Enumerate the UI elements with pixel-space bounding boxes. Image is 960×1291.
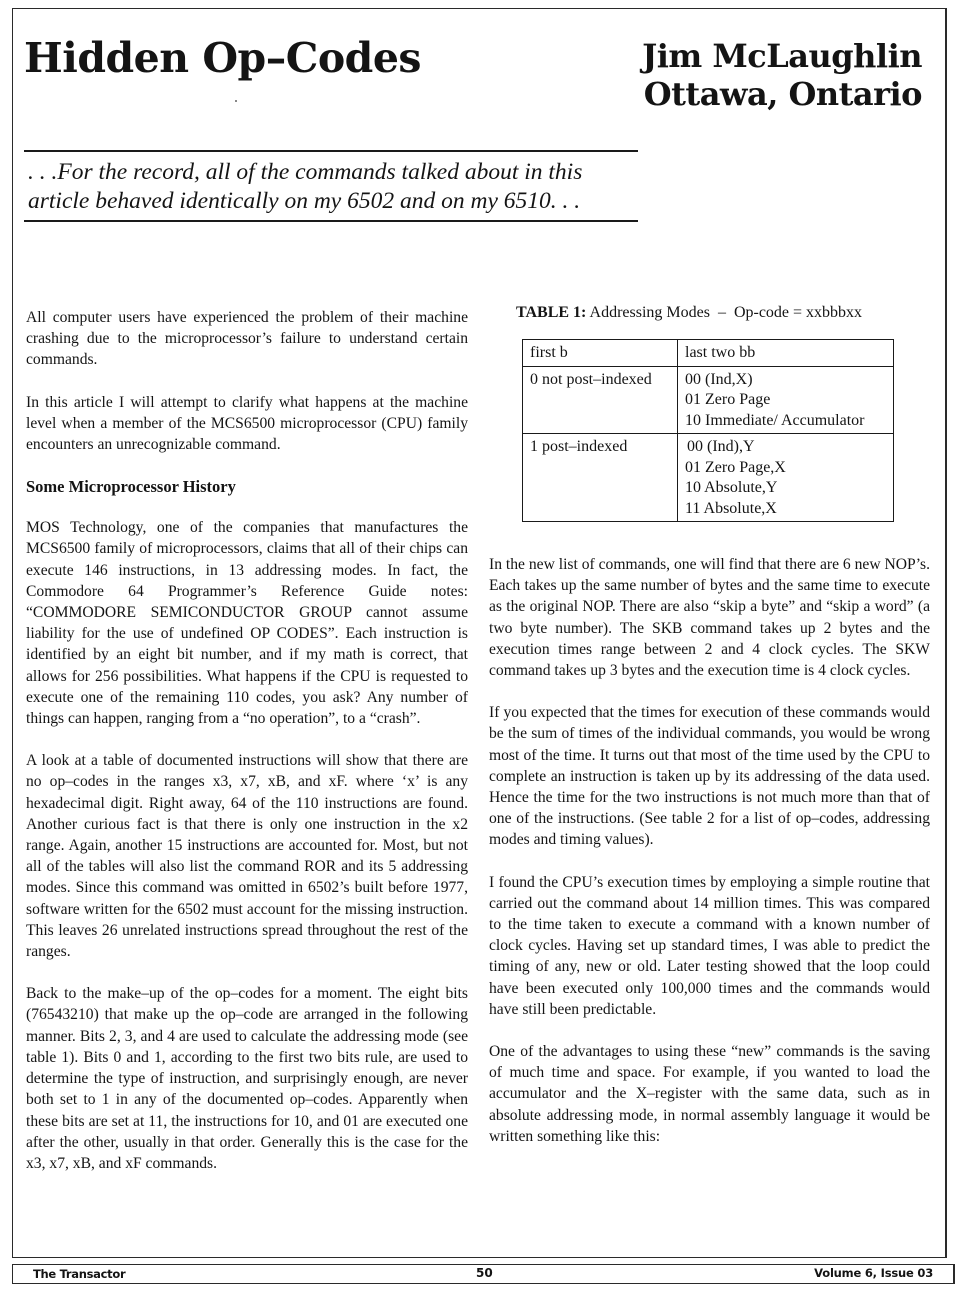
table-cell: 0 not post–indexed [523, 366, 678, 434]
table-label: TABLE 1: [516, 304, 587, 321]
issue-label: Volume 6, Issue 03 [814, 1266, 933, 1280]
table-cell [678, 366, 894, 434]
table-cell [678, 434, 894, 522]
page-footer [12, 1264, 955, 1284]
mode-entry: 11 Absolute,X [685, 499, 777, 517]
table-header-cell: first b [523, 340, 678, 367]
mode-entry: 00 (Ind,X) [685, 370, 753, 388]
mode-entry: 10 Immediate/ Accumulator [685, 411, 865, 429]
page-number: 50 [476, 1266, 493, 1280]
table-caption [516, 302, 862, 324]
left-column [26, 307, 468, 1195]
byline [642, 37, 922, 113]
mode-entry: 10 Absolute,Y [685, 479, 778, 496]
pull-quote-line: article behaved identically on my 6502 and on my 6510. . . [28, 188, 581, 214]
author-name: Jim McLaughlin [642, 37, 922, 75]
addressing-modes-table [522, 339, 894, 522]
paragraph: One of the advantages to using these “new” commands is the saving of much time and space. For example, if you wanted to load the accumulator and the X–register with the same data, such as in absolute addressing mode, in normal assembly language it would be written something like this: [489, 1043, 930, 1145]
paragraph: MOS Technology, one of the companies that manufactures the MCS6500 family of microprocessors, claims that all of their chips can execute 146 instructions, in 13 addressing modes. In fact, the Commodore 64 Programmer’s Reference Guide notes: “COMMODORE SEMICONDUCTOR GROUP cannot assume liability for the use of undefined OP CODES”. Each instruction is identified by an eight bit number, and if my math is correct, that allows for 256 possibilities. What happens if the CPU is requested to execute one of the remaining 110 codes, you ask? Any number of things can happen, ranging from a “no operation”, to a “crash”. [26, 519, 468, 728]
paragraph: I found the CPU’s execution times by employing a simple routine that carried out the command about 14 million times. This was compared to the time taken to execute a command with a known number of clock cycles. Having set up standard times, I was able to predict the timing of any, new or old. Later testing showed that the loop could have been executed only 100,000 times and the commands would have still been predictable. [489, 873, 930, 1018]
scan-speck [235, 100, 237, 102]
mode-entry: 01 Zero Page,X [685, 458, 786, 476]
paragraph: A look at a table of documented instructions will show that there are no op–codes in the ranges x3, x7, xB, and xF. where ‘x’ is any hexadecimal digit. Right away, 64 of the 110 instructions are found. Another curious fact is that there is only one instruction in the x2 range. Again, another 15 instructions are accounted for. Most, but not all of the tables will also list the command ROR and its 5 addressing modes. Since this command was omitted in 6502’s built before 1977, software written for the 6502 must account for the missing instruction. This leaves 26 unrelated instructions spread throughout the rest of the ranges. [26, 752, 468, 961]
table-caption-text: Addressing Modes – Op-code = xxbbbxx [586, 304, 863, 321]
publication-name: The Transactor [33, 1267, 126, 1281]
right-column [489, 554, 930, 1168]
table-cell: 1 post–indexed [523, 434, 678, 522]
pull-quote [24, 150, 638, 222]
table-header-row [523, 340, 894, 367]
table-row [523, 434, 894, 522]
table-row [523, 366, 894, 434]
paragraph: All computer users have experienced the problem of their machine crashing due to the microprocessor’s failure to understand certain commands. [26, 309, 468, 369]
table-header-cell: last two bb [678, 340, 894, 367]
mode-entry: 00 (Ind),Y [687, 438, 755, 455]
article-title: Hidden Op–Codes [24, 34, 422, 82]
pull-quote-line: . . .For the record, all of the commands talked about in this [28, 159, 583, 185]
author-location: Ottawa, Ontario [643, 75, 922, 113]
section-heading: Some Microprocessor History [26, 477, 236, 497]
paragraph: If you expected that the times for execution of these commands would be the sum of times of the individual commands, you would be wrong most of the time. It turns out that most of the time used by the CPU to complete an instruction is taken up by its addressing of the data used. Hence the time for the two instructions is not much more than that of one of the instructions. (See table 2 for a list of op–codes, addressing modes and timing values). [489, 704, 930, 849]
paragraph: Back to the make–up of the op–codes for a moment. The eight bits (76543210) that make up the op–code are arranged in the following manner. Bits 2, 3, and 4 are used to calculate the addressing mode (see table 1). Bits 0 and 1, according to the first two bits rule, are used to determine the type of instruction, and surprisingly enough, are never both set to 1 in any of the documented op–codes. Apparently when these bits are set at 11, the instructions for 10, and 01 are executed one after the other, usually in that order. Generally this is the case for the x3, x7, xB, and xF commands. [26, 985, 468, 1172]
paragraph: In this article I will attempt to clarify what happens at the machine level when a member of the MCS6500 microprocessor (CPU) family encounters an unrecognizable command. [26, 393, 468, 454]
mode-entry: 01 Zero Page [685, 391, 771, 408]
paragraph: In the new list of commands, one will find that there are 6 new NOP’s. Each takes up the same number of bytes and the same time to execute as the original NOP. There are also “skip a byte” and “skip a word” (a two byte number). The SKB command takes up 2 bytes and the execution times range between 2 and 4 clock cycles. The SKW command takes up 3 bytes and the execution time is 4 clock cycles. [489, 556, 930, 680]
